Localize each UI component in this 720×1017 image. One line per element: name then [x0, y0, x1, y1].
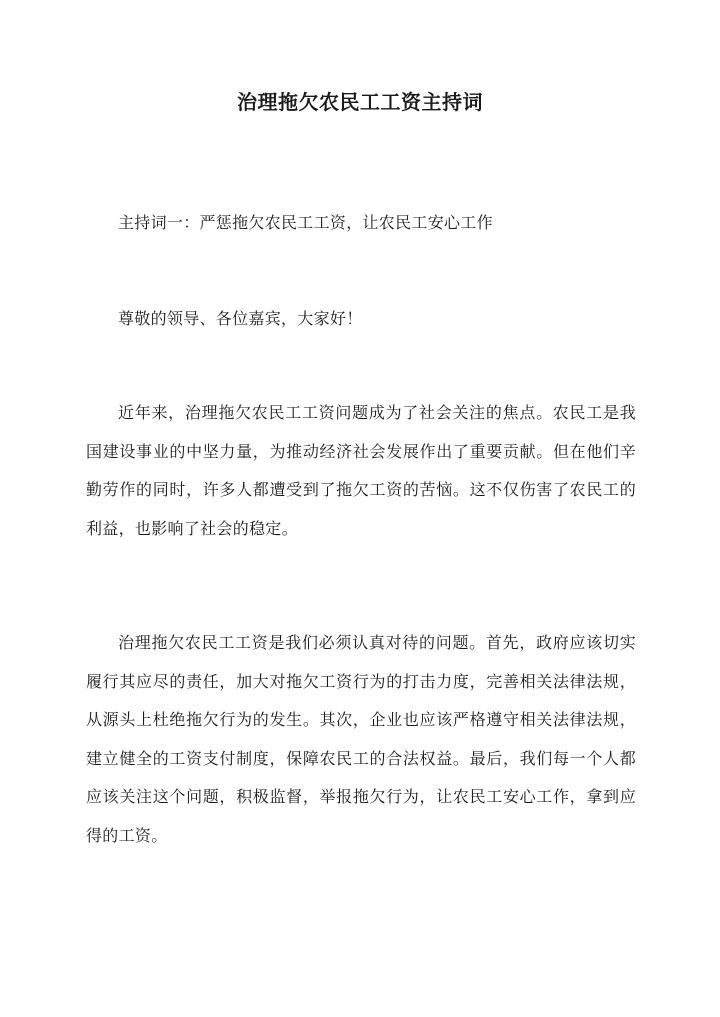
greeting-paragraph: 尊敬的领导、各位嘉宾，大家好！: [118, 309, 363, 328]
body-paragraph-1: 近年来，治理拖欠农民工工资问题成为了社会关注的焦点。农民工是我国建设事业的中坚力量，为推动经济社会发展作出了重要贡献。但在他们辛勤劳作的同时，许多人都遭受到了拖欠工资的苦恼。这不仅伤害了农民工的利益，也影响了社会的稳定。: [86, 403, 636, 538]
document-title: 治理拖欠农民工工资主持词: [237, 90, 483, 114]
subtitle-paragraph: 主持词一：严惩拖欠农民工工资，让农民工安心工作: [118, 213, 493, 232]
body-paragraph-2: 治理拖欠农民工工资是我们必须认真对待的问题。首先，政府应该切实履行其应尽的责任，加大对拖欠工资行为的打击力度，完善相关法律法规，从源头上杜绝拖欠行为的发生。其次，企业也应该严格遵守相关法律法规，建立健全的工资支付制度，保障农民工的合法权益。最后，我们每一个人都应该关注这个问题，积极监督，举报拖欠行为，让农民工安心工作，拿到应得的工资。: [86, 633, 636, 845]
